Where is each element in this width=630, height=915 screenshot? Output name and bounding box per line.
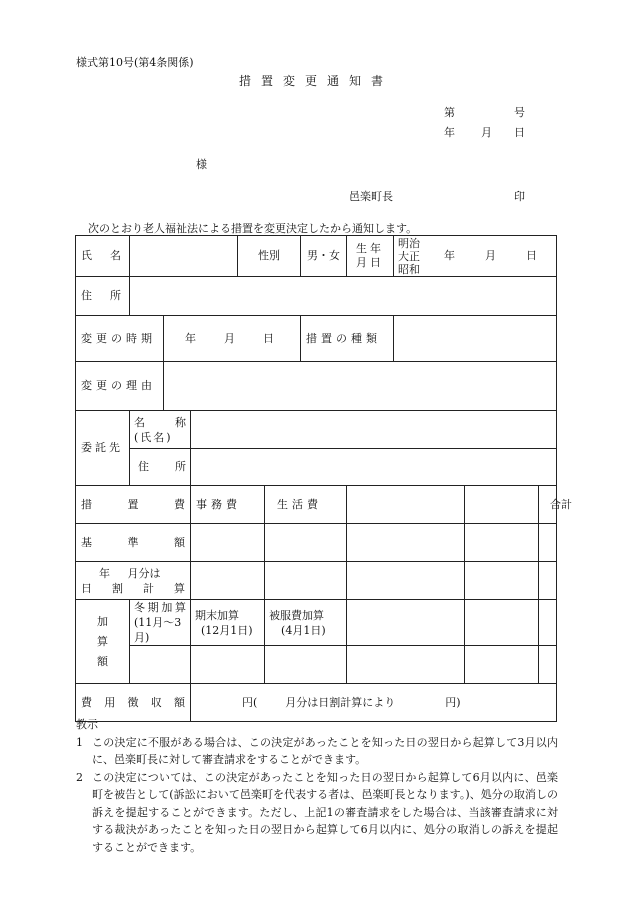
change-reason-label: 変更の理由 xyxy=(76,362,164,411)
cost-blank-2 xyxy=(465,486,539,524)
term-end-label-cell xyxy=(191,600,265,646)
contractor-name-label-cell xyxy=(130,411,191,449)
contractor-name-value[interactable] xyxy=(191,411,557,449)
addition-blank-1 xyxy=(347,600,465,646)
birth-year: 年 xyxy=(444,249,456,262)
era-showa: 昭和 xyxy=(398,262,421,276)
contractor-address-label-cell xyxy=(130,449,191,486)
measure-type-value[interactable] xyxy=(394,316,557,362)
base-amount-label: 基 準 額 xyxy=(81,535,185,549)
notes-section xyxy=(76,716,558,856)
sex-value[interactable]: 男・女 xyxy=(301,236,347,277)
daily-calc-label-cell xyxy=(76,562,191,600)
addition-blank-2 xyxy=(465,600,539,646)
addition-total-value[interactable] xyxy=(539,646,557,684)
cost-label: 措 置 費 xyxy=(81,497,185,511)
office-cost-label: 事務費 xyxy=(191,486,265,524)
fee-yen-close: 円) xyxy=(445,695,461,709)
contractor-name-sub: (氏名) xyxy=(134,430,173,444)
date-day: 日 xyxy=(514,126,525,139)
issuer-name: 邑楽町長 xyxy=(349,190,393,203)
note-number: 2 xyxy=(76,770,83,784)
addition-label: 加算額 xyxy=(97,614,108,668)
daily-living-value[interactable] xyxy=(265,562,347,600)
winter-label: 冬 期 加 算 xyxy=(134,601,186,614)
daily-calc-month: 月分は xyxy=(127,566,161,580)
change-time-value[interactable] xyxy=(164,316,301,362)
addition-extra-value-2[interactable] xyxy=(465,646,539,684)
birth-month: 月 xyxy=(485,249,497,262)
base-living-value[interactable] xyxy=(265,524,347,562)
winter-value[interactable] xyxy=(130,646,191,684)
winter-period: (11月～3月) xyxy=(134,616,182,644)
page-title: 措置変更通知書 xyxy=(239,74,394,88)
sex-label: 性別 xyxy=(238,236,301,277)
note-item xyxy=(76,734,558,769)
name-label-cell xyxy=(76,236,130,277)
note-text: この決定に不服がある場合は、この決定があったことを知った日の翌日から起算して3月以内に、邑楽町長に対して審査請求をすることができます。 xyxy=(92,735,558,766)
date-month: 月 xyxy=(481,126,492,139)
base-office-value[interactable] xyxy=(191,524,265,562)
date-year: 年 xyxy=(444,126,455,139)
base-extra-value[interactable] xyxy=(347,524,465,562)
total-label-cell: 合 計 xyxy=(539,486,557,524)
winter-label-cell xyxy=(130,600,191,646)
seal-mark: 印 xyxy=(514,190,525,203)
change-reason-value[interactable] xyxy=(164,362,557,411)
daily-extra-value[interactable] xyxy=(347,562,465,600)
address-label-cell xyxy=(76,277,130,316)
birth-value-cell[interactable] xyxy=(394,236,557,277)
contractor-name-label: 名 称 xyxy=(134,415,186,429)
term-end-label: 期末加算 xyxy=(195,608,239,622)
contractor-address-value[interactable] xyxy=(191,449,557,486)
change-year: 年 xyxy=(185,331,196,345)
clothing-label-cell xyxy=(265,600,347,646)
note-number: 1 xyxy=(76,735,83,749)
change-month: 月 xyxy=(224,331,235,345)
change-time-label: 変更の時期 xyxy=(76,316,164,362)
note-text: この決定については、この決定があったことを知った日の翌日から起算して6月以内に、邑楽町を被告として(訴訟において邑楽町を代表する者は、邑楽町長となります。)、処分の取消しの訴えを提起することができます。ただし、上記1の審査請求をした場合は、当該審査請求に対する裁決があったことを知った日の翌日から起算して6月以内に、処分の取消しの訴えを提起することができます。 xyxy=(92,770,558,854)
addition-blank-3 xyxy=(539,600,557,646)
cost-blank-1 xyxy=(347,486,465,524)
address-label: 住 所 xyxy=(81,289,121,302)
change-day: 日 xyxy=(263,331,274,345)
fee-label: 費 用 徴 収 額 xyxy=(81,695,185,709)
form-number: 様式第10号(第4条関係) xyxy=(76,56,194,69)
era-list xyxy=(398,237,420,276)
notes-heading: 教示 xyxy=(76,718,98,731)
name-value-cell[interactable] xyxy=(130,236,238,277)
addition-extra-value[interactable] xyxy=(347,646,465,684)
daily-office-value[interactable] xyxy=(191,562,265,600)
name-label: 氏 名 xyxy=(81,249,121,262)
addition-label-cell xyxy=(76,600,130,684)
living-cost-label: 生活費 xyxy=(265,486,347,524)
base-amount-label-cell xyxy=(76,524,191,562)
daily-extra-value-2[interactable] xyxy=(465,562,539,600)
intro-text: 次のとおり老人福祉法による措置を変更決定したから通知します。 xyxy=(88,222,418,235)
contractor-label: 委託先 xyxy=(76,411,130,486)
birth-day: 日 xyxy=(526,249,538,262)
era-taisho: 大正 xyxy=(398,249,421,263)
addressee-suffix: 様 xyxy=(196,158,207,171)
doc-no-prefix: 第 xyxy=(444,106,455,119)
daily-calc-label: 日 割 計 算 xyxy=(81,581,185,595)
address-value-cell[interactable] xyxy=(130,277,557,316)
measure-change-table xyxy=(75,235,573,722)
measure-type-label: 措置の種類 xyxy=(301,316,394,362)
clothing-value[interactable] xyxy=(265,646,347,684)
fee-yen-open: 円( xyxy=(242,695,258,709)
doc-no-suffix: 号 xyxy=(514,106,525,119)
base-extra-value-2[interactable] xyxy=(465,524,539,562)
base-total-value[interactable] xyxy=(539,524,557,562)
term-end-value[interactable] xyxy=(191,646,265,684)
clothing-label: 被服費加算 xyxy=(269,608,325,622)
note-item xyxy=(76,769,558,857)
contractor-address-label: 住 所 xyxy=(138,460,186,473)
birth-label: 生年月日 xyxy=(347,236,394,277)
daily-total-value[interactable] xyxy=(539,562,557,600)
term-end-date: (12月1日) xyxy=(201,623,253,637)
era-meiji: 明治 xyxy=(398,236,421,250)
cost-label-cell xyxy=(76,486,191,524)
fee-month-text: 月分は日割計算により xyxy=(285,695,396,709)
clothing-date: (4月1日) xyxy=(281,623,326,637)
daily-calc-year: 年 xyxy=(99,566,110,580)
